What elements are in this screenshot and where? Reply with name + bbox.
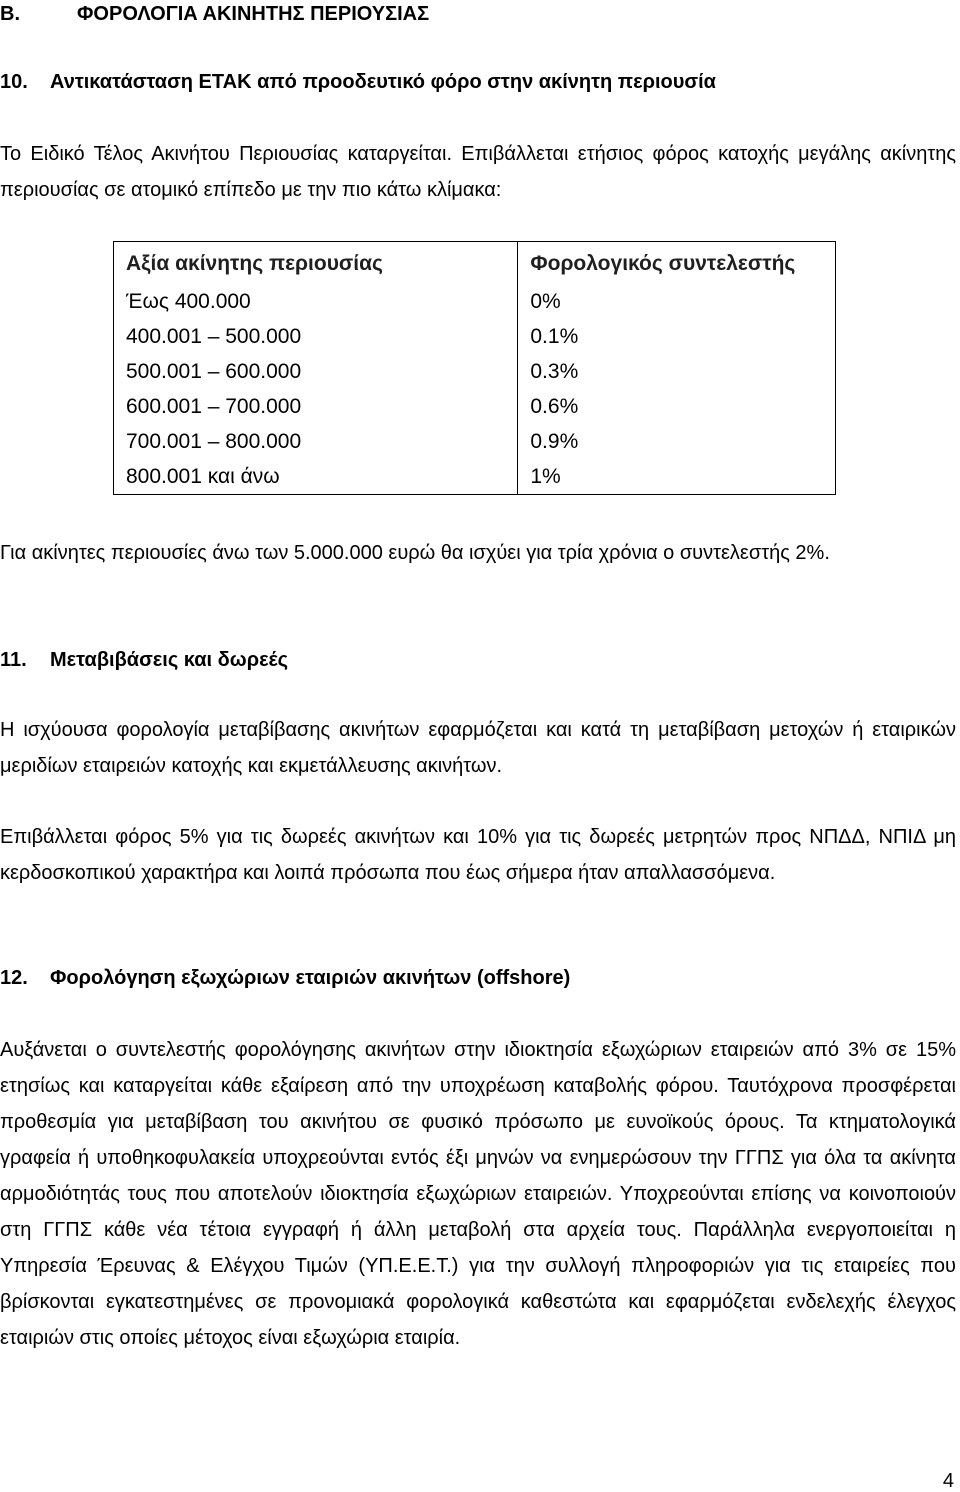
table-row (114, 424, 836, 459)
table-row (114, 389, 836, 424)
bracket-cell: Έως 400.000 (114, 284, 518, 319)
bracket-cell: 800.001 και άνω (114, 459, 518, 495)
table-row (114, 284, 836, 319)
item12-number: 12. (0, 967, 28, 989)
item10-intro: Το Ειδικό Τέλος Ακινήτου Περιουσίας καταργείται. Επιβάλλεται ετήσιος φόρος κατοχής μεγάλης ακίνητης περιουσίας σε ατομικό επίπεδο με την πιο κάτω κλίμακα: (0, 143, 956, 201)
rate-cell: 0.3% (518, 354, 836, 389)
bracket-cell: 600.001 – 700.000 (114, 389, 518, 424)
table-row (114, 354, 836, 389)
page-number: 4 (942, 1470, 954, 1492)
item11-paragraph-1: Η ισχύουσα φορολογία μεταβίβασης ακινήτων εφαρμόζεται και κατά τη μεταβίβαση μετοχών ή εταιρικών μεριδίων εταιρειών κατοχής και εκμετάλλευσης ακινήτων. (0, 719, 956, 777)
rate-cell: 0.9% (518, 424, 836, 459)
rate-cell: 0.6% (518, 389, 836, 424)
item10-note: Για ακίνητες περιουσίες άνω των 5.000.000 ευρώ θα ισχύει για τρία χρόνια ο συντελεστής 2%. (0, 542, 830, 564)
section-title: ΦΟΡΟΛΟΓΙΑ ΑΚΙΝΗΤΗΣ ΠΕΡΙΟΥΣΙΑΣ (77, 3, 430, 25)
bracket-cell: 500.001 – 600.000 (114, 354, 518, 389)
header-tax-rate: Φορολογικός συντελεστής (518, 242, 836, 285)
bracket-cell: 400.001 – 500.000 (114, 319, 518, 354)
section-letter: Β. (0, 3, 20, 25)
item10-number: 10. (0, 71, 28, 93)
rate-cell: 1% (518, 459, 836, 495)
section-heading (0, 2, 429, 26)
item11-title: Μεταβιβάσεις και δωρεές (50, 649, 288, 671)
tax-rate-table (113, 241, 836, 495)
table-row (114, 459, 836, 495)
table-header-row (114, 242, 836, 285)
bracket-cell: 700.001 – 800.000 (114, 424, 518, 459)
rate-cell: 0.1% (518, 319, 836, 354)
rate-cell: 0% (518, 284, 836, 319)
item12-title: Φορολόγηση εξωχώριων εταιριών ακινήτων (offshore) (50, 967, 571, 989)
item11-heading (0, 648, 288, 672)
item11-paragraph-2: Επιβάλλεται φόρος 5% για τις δωρεές ακινήτων και 10% για τις δωρεές μετρητών προς ΝΠΔΔ, ΝΠΙΔ μη κερδοσκοπικού χαρακτήρα και λοιπά πρόσωπα που έως σήμερα ήταν απαλλασσόμενα. (0, 826, 956, 884)
table-row (114, 319, 836, 354)
item11-number: 11. (0, 649, 27, 671)
item12-paragraph: Αυξάνεται ο συντελεστής φορολόγησης ακινήτων στην ιδιοκτησία εξωχώριων εταιρειών από 3% σε 15% ετησίως και καταργείται κάθε εξαίρεση από την υποχρέωση καταβολής φόρου. Ταυτόχρονα προσφέρεται προθεσμία για μεταβίβαση του ακινήτου σε φυσικό πρόσωπο με ευνοϊκούς όρους. Τα κτηματολογικά γραφεία ή υποθηκοφυλακεία υποχρεούνται εντός έξι μηνών να ενημερώσουν την ΓΓΠΣ για όλα τα ακίνητα αρμοδιότητάς τους που αποτελούν ιδιοκτησία εξωχώριων εταιρειών. Υποχρεούνται επίσης να κοινοποιούν στη ΓΓΠΣ κάθε νέα τέτοια εγγραφή ή άλλη μεταβολή στα αρχεία τους. Παράλληλα ενεργοποιείται η Υπηρεσία Έρευνας & Ελέγχου Τιμών (ΥΠ.Ε.Ε.Τ.) για την συλλογή πληροφοριών για τις εταιρείες που βρίσκονται εγκατεστημένες σε προνομιακά φορολογικά καθεστώτα και εφαρμόζεται ενδελεχής έλεγχος εταιριών στις οποίες μέτοχος είναι εξωχώρια εταιρία. (0, 1039, 956, 1349)
item10-heading (0, 70, 716, 94)
item12-heading (0, 966, 570, 990)
header-property-value: Αξία ακίνητης περιουσίας (114, 242, 518, 285)
item10-title: Αντικατάσταση ΕΤΑΚ από προοδευτικό φόρο στην ακίνητη περιουσία (50, 71, 716, 93)
